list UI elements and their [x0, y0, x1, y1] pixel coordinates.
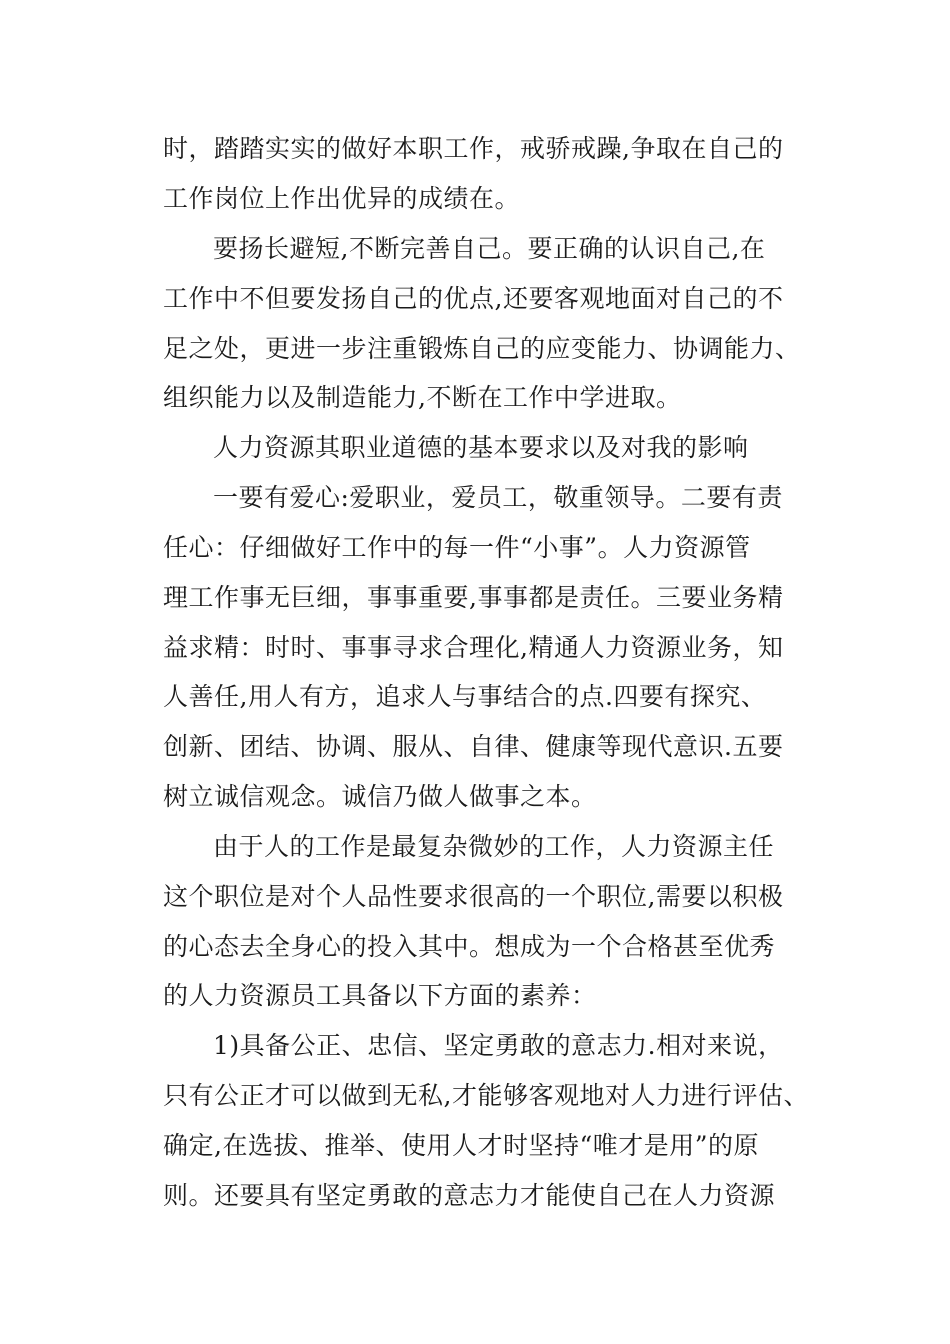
paragraph-start-line: 由于人的工作是最复杂微妙的工作，人力资源主任 [213, 832, 775, 861]
text-line: 工作中不但要发扬自己的优点,还要客观地面对自己的不 [163, 284, 784, 313]
text-line: 只有公正才可以做到无私,才能够客观地对人力进行评估、 [163, 1081, 809, 1110]
text-line: 这个职位是对个人品性要求很高的一个职位,需要以积极 [163, 882, 784, 911]
text-line: 创新、团结、协调、服从、自律、健康等现代意识.五要 [163, 732, 784, 761]
text-line: 则。还要具有坚定勇敢的意志力才能使自己在人力资源 [163, 1181, 776, 1210]
text-line: 足之处，更进一步注重锻炼自己的应变能力、协调能力、 [163, 334, 801, 363]
paragraph-start-line: 1)具备公正、忠信、坚定勇敢的意志力.相对来说， [213, 1031, 784, 1060]
text-line: 工作岗位上作出优异的成绩在。 [163, 184, 521, 213]
text-line: 理工作事无巨细，事事重要,事事都是责任。三要业务精 [163, 583, 784, 612]
text-line: 任心：仔细做好工作中的每一件“小事”。人力资源管 [163, 533, 751, 562]
text-line: 确定,在选拔、推举、使用人才时坚持“唯才是用”的原 [163, 1131, 760, 1160]
text-line: 时，踏踏实实的做好本职工作，戒骄戒躁,争取在自己的 [163, 134, 784, 163]
text-line: 益求精：时时、事事寻求合理化,精通人力资源业务，知 [163, 633, 784, 662]
text-line: 人善任,用人有方，追求人与事结合的点.四要有探究、 [163, 682, 767, 711]
text-line: 的心态去全身心的投入其中。想成为一个合格甚至优秀 [163, 932, 776, 961]
section-heading: 人力资源其职业道德的基本要求以及对我的影响 [213, 433, 749, 462]
paragraph-start-line: 一要有爱心:爱职业，爱员工，敬重领导。二要有责 [213, 483, 783, 512]
text-line: 树立诚信观念。诚信乃做人做事之本。 [163, 782, 597, 811]
text-line: 的人力资源员工具备以下方面的素养： [163, 981, 597, 1010]
paragraph-start-line: 要扬长避短,不断完善自己。要正确的认识自己,在 [213, 234, 766, 263]
text-line: 组织能力以及制造能力,不断在工作中学进取。 [163, 383, 682, 412]
